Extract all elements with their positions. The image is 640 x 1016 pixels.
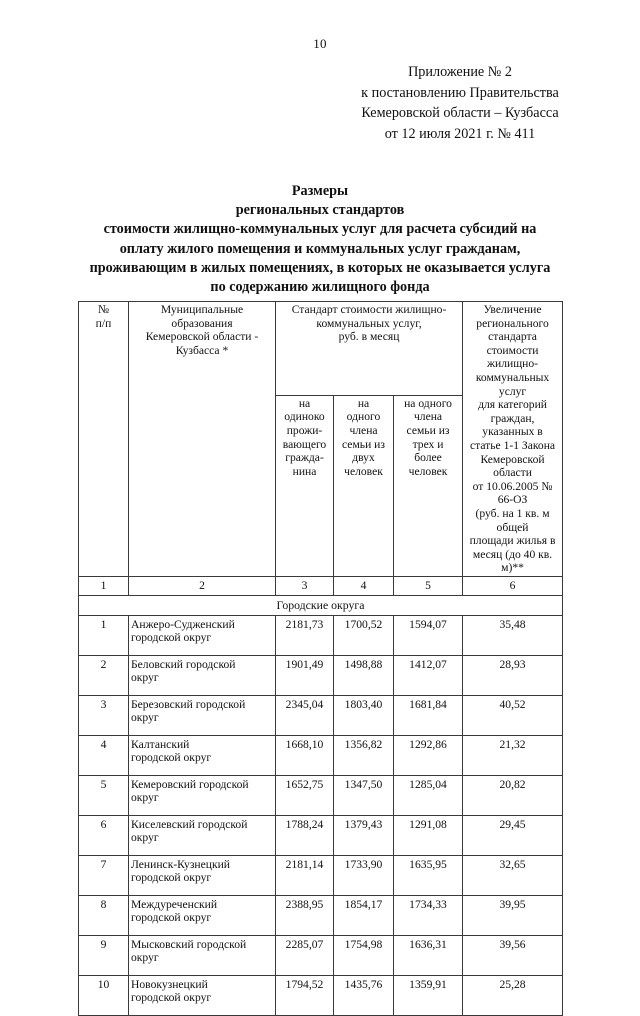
header-municipality: [129, 302, 276, 577]
header-family-of-three-plus-line3: семьи из: [406, 423, 450, 437]
header-increase-line13: месяц (до 40 кв. м)**: [472, 547, 553, 575]
row-municipality: [129, 775, 276, 815]
row-value-two: 1854,17: [334, 895, 394, 935]
header-increase: [463, 302, 563, 577]
row-municipality-line2: городской округ: [131, 871, 212, 885]
header-single-person: [276, 395, 334, 576]
header-single-person-line6: нина: [292, 464, 317, 478]
row-value-two: 1435,76: [334, 975, 394, 1015]
row-value-increase: 28,93: [463, 655, 563, 695]
row-value-single: 1652,75: [276, 775, 334, 815]
header-standard-group-line1: Стандарт стоимости жилищно-: [291, 303, 447, 316]
row-municipality: [129, 855, 276, 895]
column-number-2: 2: [129, 576, 276, 595]
header-row-main: [79, 302, 563, 396]
page-number: 10: [313, 36, 327, 51]
row-value-two: 1498,88: [334, 655, 394, 695]
column-number-1: 1: [79, 576, 129, 595]
table-row: [79, 655, 563, 695]
title-line-1: Размеры: [291, 183, 349, 199]
header-index-line2: п/п: [95, 316, 112, 330]
row-municipality-line1: Киселевский городской: [131, 817, 248, 831]
row-value-three-plus: 1681,84: [394, 695, 463, 735]
row-index: 3: [79, 695, 129, 735]
row-municipality-line1: Беловский городской: [131, 657, 236, 671]
row-value-single: 1901,49: [276, 655, 334, 695]
header-family-of-two-line2: одного: [346, 410, 381, 424]
header-index: [79, 302, 129, 577]
column-number-row: [79, 576, 563, 595]
standards-table-wrapper: [78, 301, 562, 1016]
header-standard-group: [276, 302, 463, 396]
section-header-row: [79, 595, 563, 615]
row-municipality-line2: городской округ: [131, 911, 212, 925]
row-value-three-plus: 1292,86: [394, 735, 463, 775]
header-family-of-three-plus: [394, 395, 463, 576]
row-municipality-line2: городской округ: [131, 751, 212, 765]
header-family-of-two-line4: семьи из: [342, 437, 385, 451]
row-municipality-line1: Междуреченский: [131, 897, 218, 911]
header-increase-line9: Кемеровской области: [480, 452, 545, 480]
row-value-two: 1379,43: [334, 815, 394, 855]
title-line-2: региональных стандартов: [235, 202, 405, 219]
row-value-two: 1733,90: [334, 855, 394, 895]
table-row: [79, 695, 563, 735]
table-row: [79, 815, 563, 855]
title-line-5: проживающим в жилых помещениях, в которых не оказывается услуга: [89, 259, 551, 276]
row-value-three-plus: 1594,07: [394, 615, 463, 655]
row-value-two: 1803,40: [334, 695, 394, 735]
header-municipality-line3: Кемеровской области -: [145, 330, 259, 344]
row-municipality: [129, 895, 276, 935]
row-value-increase: 25,28: [463, 975, 563, 1015]
row-municipality-line1: Анжеро-Судженский: [131, 617, 235, 631]
row-municipality-line1: Мысковский городской: [131, 937, 247, 951]
column-number-6: 6: [463, 576, 563, 595]
header-municipality-line4: Кузбасса *: [175, 343, 229, 357]
header-increase-line10: от 10.06.2005 № 66-ОЗ: [472, 479, 553, 507]
row-value-single: 2181,14: [276, 855, 334, 895]
row-index: 9: [79, 935, 129, 975]
row-municipality-line2: городской округ: [131, 991, 212, 1005]
row-value-increase: 20,82: [463, 775, 563, 815]
header-family-of-two: [334, 395, 394, 576]
row-municipality-line1: Березовский городской: [131, 697, 246, 711]
row-value-two: 1347,50: [334, 775, 394, 815]
row-municipality-line2: округ: [131, 711, 159, 725]
row-index: 10: [79, 975, 129, 1015]
header-family-of-two-line5: двух: [352, 451, 375, 465]
row-index: 6: [79, 815, 129, 855]
row-value-single: 1794,52: [276, 975, 334, 1015]
header-family-of-three-plus-line6: человек: [408, 464, 448, 478]
header-increase-line4: жилищно-: [487, 357, 539, 371]
table-row: [79, 895, 563, 935]
row-municipality-line1: Кемеровский городской: [131, 777, 249, 791]
row-value-increase: 29,45: [463, 815, 563, 855]
table-row: [79, 975, 563, 1015]
header-single-person-line1: на: [298, 396, 311, 410]
header-standard-group-line2: коммунальных услуг,: [316, 316, 422, 330]
header-increase-line6: для категорий: [478, 398, 547, 412]
row-municipality-line1: Ленинск-Кузнецкий: [131, 857, 231, 871]
header-single-person-line2: одиноко: [284, 410, 325, 424]
table-row: [79, 615, 563, 655]
row-municipality: [129, 975, 276, 1015]
row-municipality-line2: округ: [131, 831, 159, 845]
row-value-three-plus: 1285,04: [394, 775, 463, 815]
row-value-increase: 35,48: [463, 615, 563, 655]
header-family-of-two-line6: человек: [344, 464, 383, 478]
row-value-three-plus: 1291,08: [394, 815, 463, 855]
header-family-of-two-line1: на: [357, 396, 370, 410]
row-index: 5: [79, 775, 129, 815]
header-family-of-three-plus-line1: на одного: [404, 396, 452, 410]
row-value-three-plus: 1359,91: [394, 975, 463, 1015]
header-increase-line11: (руб. на 1 кв. м общей: [475, 506, 550, 534]
row-value-three-plus: 1636,31: [394, 935, 463, 975]
row-value-single: 2388,95: [276, 895, 334, 935]
header-index-line1: №: [97, 303, 110, 316]
row-value-single: 1788,24: [276, 815, 334, 855]
row-value-three-plus: 1734,33: [394, 895, 463, 935]
row-municipality-line2: округ: [131, 951, 159, 965]
header-municipality-line2: образования: [171, 316, 233, 330]
title-line-3: стоимости жилищно-коммунальных услуг для расчета субсидий на: [103, 221, 537, 238]
row-index: 1: [79, 615, 129, 655]
row-municipality-line1: Калтанский: [131, 737, 190, 751]
header-increase-line12: площади жилья в: [469, 534, 556, 548]
approval-line-4: от 12 июля 2021 г. № 411: [384, 125, 536, 142]
row-value-increase: 39,95: [463, 895, 563, 935]
row-index: 2: [79, 655, 129, 695]
row-municipality: [129, 655, 276, 695]
approval-line-2: к постановлению Правительства: [361, 84, 559, 101]
header-municipality-line1: Муниципальные: [160, 303, 244, 316]
row-value-two: 1356,82: [334, 735, 394, 775]
table-row: [79, 855, 563, 895]
section-title: Городские округа: [79, 595, 563, 615]
header-standard-group-line3: руб. в месяц: [338, 330, 400, 344]
header-single-person-line3: прожи-: [286, 423, 323, 437]
header-family-of-three-plus-line5: более: [414, 451, 442, 465]
title-line-4: оплату жилого помещения и коммунальных услуг гражданам,: [119, 240, 521, 257]
table-row: [79, 735, 563, 775]
header-increase-line7: граждан, указанных в: [482, 411, 543, 439]
table-row: [79, 935, 563, 975]
row-value-single: 1668,10: [276, 735, 334, 775]
title-line-6: по содержанию жилищного фонда: [210, 279, 430, 296]
header-increase-line3: стандарта стоимости: [486, 330, 539, 357]
row-value-single: 2285,07: [276, 935, 334, 975]
column-number-4: 4: [334, 576, 394, 595]
header-increase-line5: коммунальных услуг: [475, 370, 550, 398]
table-row: [79, 775, 563, 815]
row-value-three-plus: 1635,95: [394, 855, 463, 895]
row-index: 8: [79, 895, 129, 935]
row-value-increase: 32,65: [463, 855, 563, 895]
row-value-increase: 39,56: [463, 935, 563, 975]
approval-line-1: Приложение № 2: [408, 64, 512, 80]
row-value-single: 2181,73: [276, 615, 334, 655]
header-single-person-line4: вающего: [282, 437, 327, 451]
header-family-of-three-plus-line2: члена: [413, 410, 443, 424]
row-municipality: [129, 735, 276, 775]
header-single-person-line5: гражда-: [285, 451, 324, 465]
row-municipality-line1: Новокузнецкий: [131, 977, 208, 991]
row-municipality: [129, 815, 276, 855]
row-index: 4: [79, 735, 129, 775]
row-municipality: [129, 615, 276, 655]
row-value-increase: 40,52: [463, 695, 563, 735]
row-municipality-line2: городской округ: [131, 631, 212, 645]
row-municipality-line2: округ: [131, 671, 159, 685]
row-municipality: [129, 935, 276, 975]
row-value-single: 2345,04: [276, 695, 334, 735]
table-head: [79, 302, 563, 577]
header-increase-line1: Увеличение: [483, 303, 542, 316]
row-index: 7: [79, 855, 129, 895]
approval-line-3: Кемеровской области – Кузбасса: [361, 105, 559, 121]
row-value-two: 1700,52: [334, 615, 394, 655]
header-family-of-three-plus-line4: трех и: [412, 437, 444, 451]
row-value-increase: 21,32: [463, 735, 563, 775]
header-family-of-two-line3: члена: [349, 423, 378, 437]
row-municipality: [129, 695, 276, 735]
row-municipality-line2: округ: [131, 791, 159, 805]
row-value-two: 1754,98: [334, 935, 394, 975]
approval-block: [330, 62, 590, 144]
column-number-5: 5: [394, 576, 463, 595]
row-value-three-plus: 1412,07: [394, 655, 463, 695]
header-increase-line2: регионального: [476, 316, 549, 330]
standards-table: [78, 301, 563, 1016]
header-increase-line8: статье 1-1 Закона: [469, 438, 556, 452]
document-title: [40, 182, 600, 297]
column-number-3: 3: [276, 576, 334, 595]
table-body: [79, 576, 563, 1015]
